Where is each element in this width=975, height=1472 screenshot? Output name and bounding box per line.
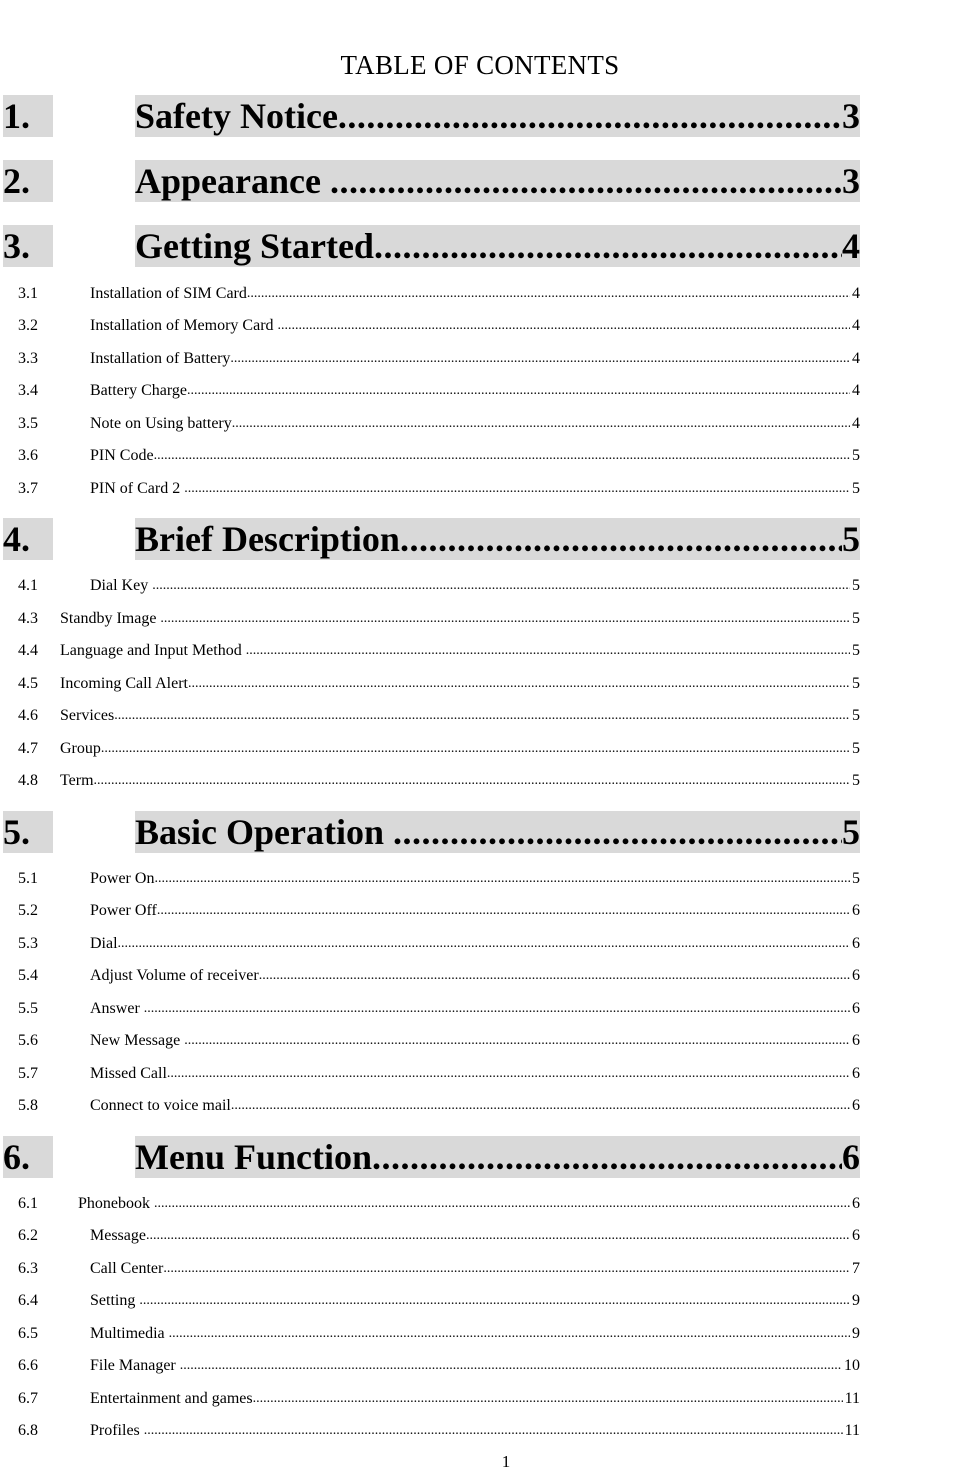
toc-item-5-1[interactable]	[0, 868, 860, 890]
dot-leader	[184, 1030, 850, 1052]
section-page: 3	[842, 161, 860, 201]
item-title: Group	[60, 740, 101, 757]
item-title: Battery Charge	[90, 382, 188, 399]
item-number: 6.2	[18, 1227, 38, 1244]
toc-item-5-7[interactable]	[0, 1063, 860, 1085]
section-page: 3	[842, 96, 860, 136]
item-number: 5.7	[18, 1065, 38, 1082]
item-title: Services	[60, 707, 115, 724]
toc-item-4-4[interactable]	[0, 640, 860, 662]
toc-item-5-3[interactable]	[0, 933, 860, 955]
section-title: Getting Started	[135, 226, 374, 266]
item-number: 5.8	[18, 1097, 38, 1114]
item-number: 6.5	[18, 1325, 38, 1342]
toc-item-5-4[interactable]	[0, 965, 860, 987]
item-page: 5	[852, 447, 860, 464]
item-number: 5.2	[18, 902, 38, 919]
toc-item-4-8[interactable]	[0, 770, 860, 792]
item-title: PIN of Card 2	[90, 480, 185, 497]
item-title: Language and Input Method	[60, 642, 246, 659]
dot-leader	[180, 1355, 842, 1377]
toc-item-4-5[interactable]	[0, 673, 860, 695]
item-title: Adjust Volume of receiver	[90, 967, 259, 984]
item-number: 4.6	[18, 707, 38, 724]
item-page: 6	[852, 1227, 860, 1244]
item-page: 4	[852, 415, 860, 432]
dot-leader	[231, 1095, 850, 1117]
item-title: Note on Using battery	[90, 415, 232, 432]
item-number: 4.1	[18, 577, 38, 594]
item-title: Phonebook	[78, 1195, 154, 1212]
dot-leader	[393, 811, 842, 853]
item-page: 4	[852, 382, 860, 399]
item-title: Setting	[90, 1292, 140, 1309]
item-page: 6	[852, 1032, 860, 1049]
dot-leader	[372, 1136, 842, 1178]
item-number: 6.8	[18, 1422, 38, 1439]
dot-leader	[118, 933, 850, 955]
item-title: Power Off	[90, 902, 157, 919]
toc-item-4-6[interactable]	[0, 705, 860, 727]
toc-section-2[interactable]	[0, 160, 860, 202]
section-number: 1.	[3, 95, 53, 137]
item-title: Profiles	[90, 1422, 144, 1439]
dot-leader	[230, 348, 850, 370]
page-title: TABLE OF CONTENTS	[340, 50, 620, 80]
item-title: Dial Key	[90, 577, 153, 594]
dot-leader	[259, 965, 850, 987]
section-title: Appearance	[135, 161, 330, 201]
dot-leader	[246, 640, 850, 662]
item-title: Incoming Call Alert	[60, 675, 188, 692]
item-title: Answer	[90, 1000, 144, 1017]
item-number: 3.5	[18, 415, 38, 432]
dot-leader	[146, 1225, 850, 1247]
item-page: 11	[844, 1422, 860, 1439]
section-number: 4.	[3, 518, 53, 560]
item-number: 5.3	[18, 935, 38, 952]
item-number: 5.5	[18, 1000, 38, 1017]
dot-leader	[253, 1388, 843, 1410]
dot-leader	[167, 1063, 850, 1085]
item-title: Message	[90, 1227, 146, 1244]
toc-item-3-3[interactable]	[0, 348, 860, 370]
item-page: 5	[852, 772, 860, 789]
dot-leader	[114, 705, 850, 727]
item-page: 4	[852, 317, 860, 334]
item-number: 4.4	[18, 642, 38, 659]
section-number: 5.	[3, 811, 53, 853]
toc-item-6-4[interactable]	[0, 1290, 860, 1312]
toc-section-3[interactable]	[0, 225, 860, 267]
dot-leader	[139, 1290, 850, 1312]
item-number: 6.3	[18, 1260, 38, 1277]
toc-item-4-1[interactable]	[0, 575, 860, 597]
item-page: 6	[852, 902, 860, 919]
item-title: Term	[60, 772, 94, 789]
section-title: Brief Description	[135, 519, 400, 559]
item-title: Connect to voice mail	[90, 1097, 231, 1114]
item-page: 5	[852, 480, 860, 497]
item-number: 3.2	[18, 317, 38, 334]
page-number: 1	[501, 1452, 511, 1471]
dot-leader	[157, 900, 850, 922]
item-page: 6	[852, 935, 860, 952]
dot-leader	[338, 95, 842, 137]
dot-leader	[163, 1258, 850, 1280]
dot-leader	[154, 445, 850, 467]
section-page: 4	[842, 226, 860, 266]
section-title: Safety Notice	[135, 96, 338, 136]
item-page: 5	[852, 675, 860, 692]
item-number: 3.4	[18, 382, 38, 399]
dot-leader	[247, 283, 850, 305]
section-page: 5	[842, 519, 860, 559]
item-number: 5.1	[18, 870, 38, 887]
toc-item-6-6[interactable]	[0, 1355, 860, 1377]
toc-section-5[interactable]	[0, 811, 860, 853]
item-page: 6	[852, 1097, 860, 1114]
toc-section-1[interactable]	[0, 95, 860, 137]
toc-item-5-8[interactable]	[0, 1095, 860, 1117]
toc-item-5-5[interactable]	[0, 998, 860, 1020]
dot-leader	[154, 1193, 850, 1215]
section-number: 2.	[3, 160, 53, 202]
item-title: New Message	[90, 1032, 185, 1049]
item-number: 4.5	[18, 675, 38, 692]
item-title: Dial	[90, 935, 118, 952]
item-page: 6	[852, 1065, 860, 1082]
section-number: 3.	[3, 225, 53, 267]
dot-leader	[232, 413, 850, 435]
item-page: 6	[852, 1000, 860, 1017]
toc-item-6-2[interactable]	[0, 1225, 860, 1247]
dot-leader	[169, 1323, 850, 1345]
section-title: Menu Function	[135, 1137, 373, 1177]
toc-item-3-5[interactable]	[0, 413, 860, 435]
toc-item-3-2[interactable]	[0, 315, 860, 337]
dot-leader	[144, 1420, 843, 1442]
item-number: 3.7	[18, 480, 38, 497]
section-page: 6	[842, 1137, 860, 1177]
item-page: 6	[852, 967, 860, 984]
section-title: Basic Operation	[135, 812, 393, 852]
toc-item-3-6[interactable]	[0, 445, 860, 467]
toc-item-4-3[interactable]	[0, 608, 860, 630]
item-title: File Manager	[90, 1357, 180, 1374]
toc-item-6-8[interactable]	[0, 1420, 860, 1442]
item-number: 3.3	[18, 350, 38, 367]
toc-item-3-4[interactable]	[0, 380, 860, 402]
dot-leader	[152, 575, 850, 597]
item-number: 4.8	[18, 772, 38, 789]
item-page: 5	[852, 610, 860, 627]
item-number: 5.6	[18, 1032, 38, 1049]
toc-item-5-6[interactable]	[0, 1030, 860, 1052]
item-title: Standby Image	[60, 610, 161, 627]
toc-item-3-7[interactable]	[0, 478, 860, 500]
toc-item-6-7[interactable]	[0, 1388, 860, 1410]
item-page: 11	[844, 1390, 860, 1407]
item-page: 5	[852, 740, 860, 757]
item-page: 10	[844, 1357, 860, 1374]
item-page: 5	[852, 642, 860, 659]
item-title: Call Center	[90, 1260, 164, 1277]
dot-leader	[184, 478, 850, 500]
item-title: Multimedia	[90, 1325, 169, 1342]
item-number: 4.7	[18, 740, 38, 757]
toc-item-6-3[interactable]	[0, 1258, 860, 1280]
item-page: 5	[852, 870, 860, 887]
toc-section-6[interactable]	[0, 1136, 860, 1178]
dot-leader	[101, 738, 850, 760]
item-title: Entertainment and games	[90, 1390, 253, 1407]
dot-leader	[278, 315, 850, 337]
dot-leader	[187, 380, 850, 402]
dot-leader	[144, 998, 850, 1020]
item-title: Installation of Memory Card	[90, 317, 278, 334]
item-page: 9	[852, 1325, 860, 1342]
item-number: 6.4	[18, 1292, 38, 1309]
toc-item-6-1[interactable]	[0, 1193, 860, 1215]
dot-leader	[400, 518, 842, 560]
dot-leader	[188, 673, 850, 695]
item-page: 7	[852, 1260, 860, 1277]
dot-leader	[330, 160, 842, 202]
section-number: 6.	[3, 1136, 53, 1178]
dot-leader	[160, 608, 850, 630]
item-number: 6.7	[18, 1390, 38, 1407]
section-page: 5	[842, 812, 860, 852]
item-page: 5	[852, 707, 860, 724]
item-page: 4	[852, 285, 860, 302]
item-page: 5	[852, 577, 860, 594]
item-title: Power On	[90, 870, 155, 887]
dot-leader	[374, 225, 842, 267]
item-number: 6.1	[18, 1195, 38, 1212]
item-page: 9	[852, 1292, 860, 1309]
item-number: 3.1	[18, 285, 38, 302]
toc-item-4-7[interactable]	[0, 738, 860, 760]
toc-item-5-2[interactable]	[0, 900, 860, 922]
dot-leader	[94, 770, 850, 792]
item-title: Installation of SIM Card	[90, 285, 247, 302]
item-page: 4	[852, 350, 860, 367]
item-number: 3.6	[18, 447, 38, 464]
toc-item-6-5[interactable]	[0, 1323, 860, 1345]
item-title: Missed Call	[90, 1065, 167, 1082]
item-title: Installation of Battery	[90, 350, 231, 367]
dot-leader	[154, 868, 850, 890]
item-title: PIN Code	[90, 447, 154, 464]
item-number: 5.4	[18, 967, 38, 984]
item-page: 6	[852, 1195, 860, 1212]
toc-item-3-1[interactable]	[0, 283, 860, 305]
item-number: 4.3	[18, 610, 38, 627]
toc-section-4[interactable]	[0, 518, 860, 560]
item-number: 6.6	[18, 1357, 38, 1374]
